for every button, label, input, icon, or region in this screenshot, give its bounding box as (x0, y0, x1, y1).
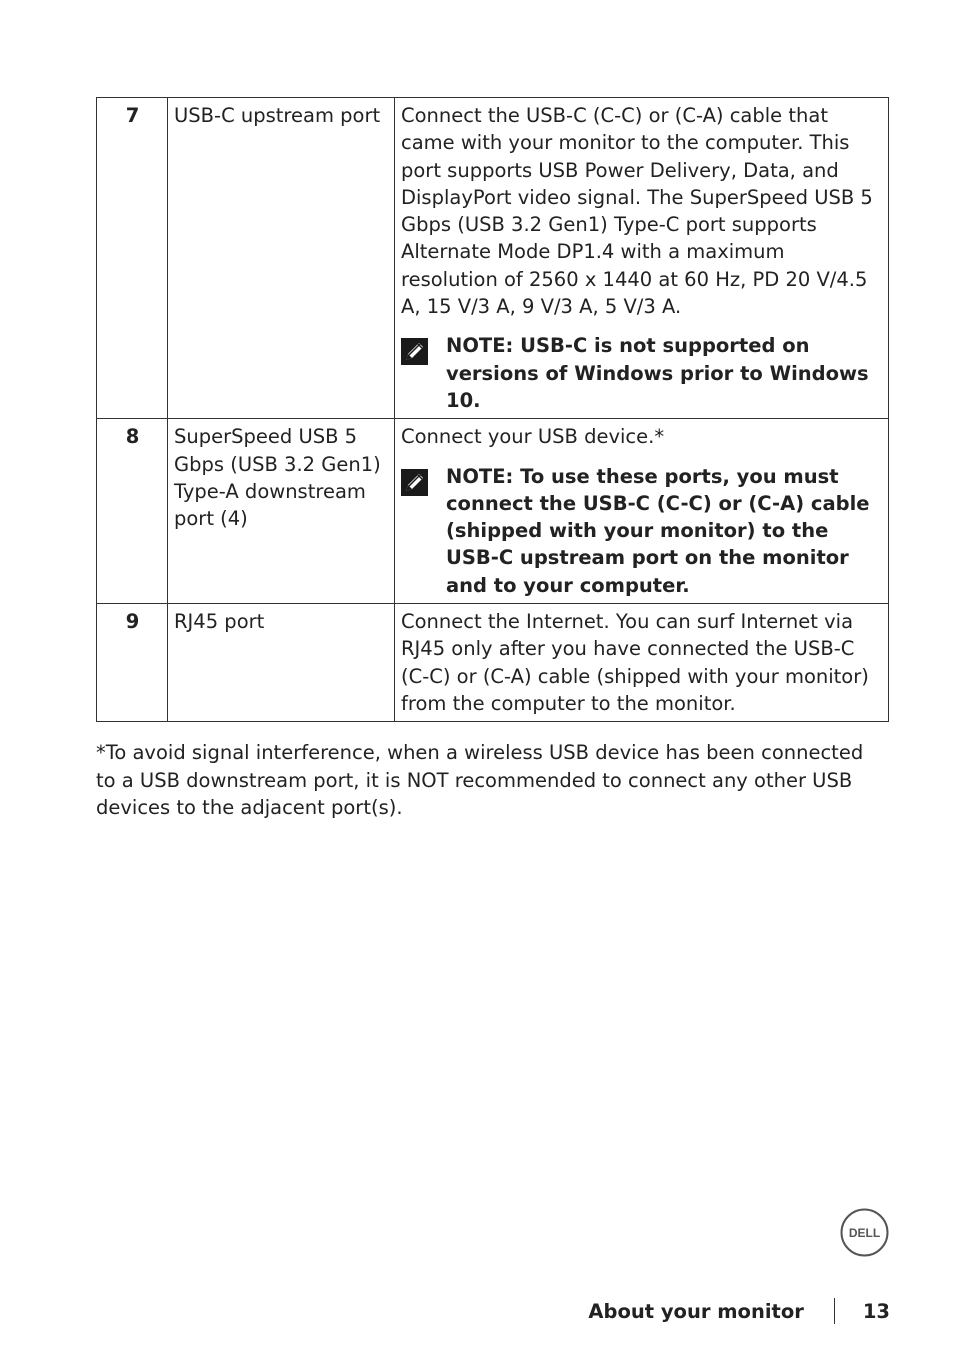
port-description: Connect the Internet. You can surf Internet via RJ45 only after you have connected the USB-C (C-C) or (C-A) cable (shipped with your monitor) from the computer to the monitor. (401, 610, 869, 715)
port-description: Connect the USB-C (C-C) or (C-A) cable that came with your monitor to the computer. This port supports USB Power Delivery, Data, and DisplayPort video signal. The SuperSpeed USB 5 Gbps (USB 3.2 Gen1) Type-C port supports Alternate Mode DP1.4 with a maximum resolution of 2560 x 1440 at 60 Hz, PD 20 V/4.5 A, 15 V/3 A, 9 V/3 A, 5 V/3 A. (401, 104, 873, 319)
footnote: *To avoid signal interference, when a wireless USB device has been connected to a USB downstream port, it is NOT recommended to connect any other USB devices to the adjacent port(s). (96, 741, 864, 819)
ports-table (96, 97, 889, 722)
port-name: RJ45 port (168, 604, 395, 722)
footer-section-title: About your monitor (588, 1299, 804, 1323)
table-row (97, 604, 889, 722)
port-name: USB-C upstream port (168, 98, 395, 419)
note-text: NOTE: USB-C is not supported on versions of Windows prior to Windows 10. (446, 334, 869, 412)
port-name: SuperSpeed USB 5 Gbps (USB 3.2 Gen1) Type-A downstream port (4) (168, 419, 395, 604)
port-description-cell (395, 419, 889, 604)
page-number: 13 (862, 1299, 890, 1323)
table-row (97, 98, 889, 419)
dell-logo (840, 1208, 889, 1257)
page-footer (588, 1298, 890, 1324)
note-block (401, 463, 883, 599)
port-description-cell (395, 604, 889, 722)
port-number: 8 (97, 419, 168, 604)
port-description: Connect your USB device.* (401, 425, 665, 449)
footer-divider (834, 1298, 835, 1324)
pencil-note-icon (401, 463, 446, 599)
port-number: 9 (97, 604, 168, 722)
port-description-cell (395, 98, 889, 419)
note-text: NOTE: To use these ports, you must connect the USB-C (C-C) or (C-A) cable (shipped with your monitor) to the USB-C upstream port on the monitor and to your computer. (446, 464, 870, 597)
port-number: 7 (97, 98, 168, 419)
dell-logo-text: DELL (848, 1226, 881, 1240)
table-row (97, 419, 889, 604)
pencil-note-icon (401, 332, 446, 414)
note-block (401, 332, 883, 414)
